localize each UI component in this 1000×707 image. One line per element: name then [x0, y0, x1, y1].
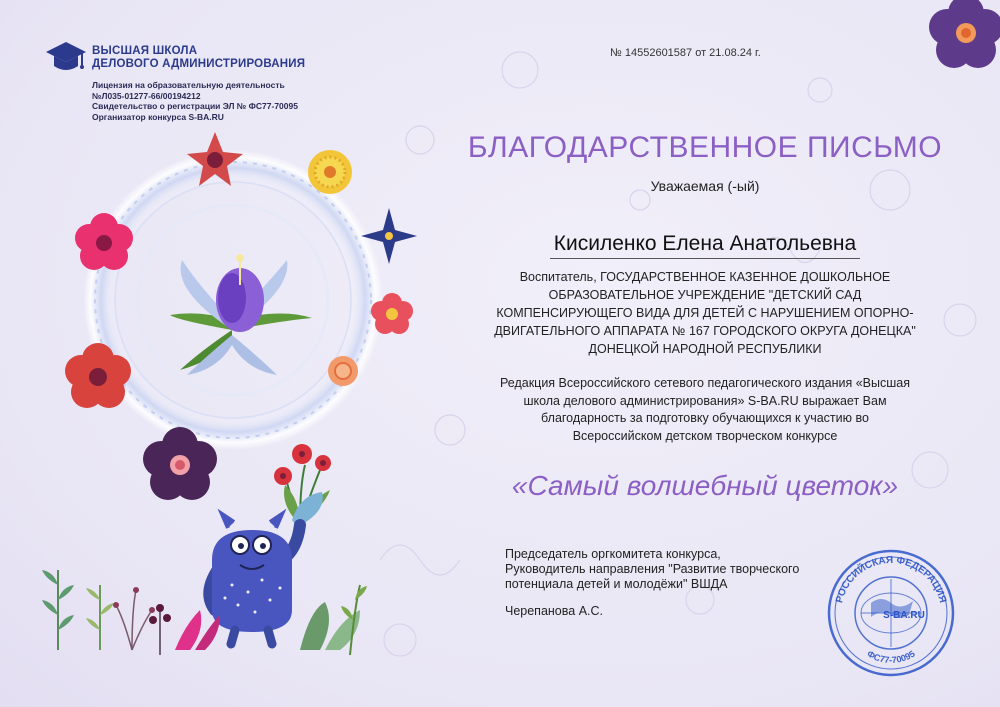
stamp-top-text: РОССИЙСКАЯ ФЕДЕРАЦИЯ	[834, 554, 948, 605]
org-name-line2: ДЕЛОВОГО АДМИНИСТРИРОВАНИЯ	[92, 58, 306, 70]
stamp-center-text: S-BA.RU	[883, 610, 925, 621]
bottom-plants	[42, 570, 367, 655]
greeting: Уважаемая (-ый)	[650, 178, 760, 194]
document-title: БЛАГОДАРСТВЕННОЕ ПИСЬМО	[467, 131, 943, 164]
signature-line2: Руководитель направления "Развитие творческого	[505, 562, 800, 576]
recipient-name: Кисиленко Елена Анатольевна	[550, 232, 860, 259]
registration-text: Свидетельство о регистрации ЭЛ № ФС77-70095	[92, 101, 298, 111]
organizer-text: Организатор конкурса S-BA.RU	[92, 111, 224, 122]
signature-line3: потенциала детей и молодёжи" ВШДА	[505, 577, 728, 591]
signature-block	[505, 547, 845, 592]
contest-name: «Самый волшебный цветок»	[511, 470, 899, 501]
org-name	[92, 45, 322, 71]
flower-corner-purple	[929, 0, 1000, 68]
recipient-block	[500, 232, 910, 259]
license-text: Лицензия на образовательную деятельность	[92, 80, 285, 90]
org-name-line1: ВЫСШАЯ ШКОЛА	[92, 45, 198, 57]
license-number: №Л035-01277-66/00194212	[92, 90, 201, 101]
document-number: № 14552601587 от 21.08.24 г.	[610, 47, 761, 59]
organization-block	[44, 40, 306, 122]
graduation-cap-icon	[44, 40, 88, 76]
signature-line1: Председатель оргкомитета конкурса,	[505, 547, 721, 561]
monster-character	[209, 514, 300, 644]
thanks-text: Редакция Всероссийского сетевого педагогического издания «Высшая школа делового администрирования» S-BA.RU выражает Вам благодарность за подготовку обучающихся к участию во Всероссийском детском творческом конкурсе	[499, 376, 911, 443]
stamp-bottom-text: ФС77-70095	[865, 648, 917, 666]
signer-name: Черепанова А.С.	[505, 604, 603, 618]
recipient-position: Воспитатель, ГОСУДАРСТВЕННОЕ КАЗЕННОЕ ДОШКОЛЬНОЕ ОБРАЗОВАТЕЛЬНОЕ УЧРЕЖДЕНИЕ "ДЕТСКИЙ САД КОМПЕНСИРУЮЩЕГО ВИДА ДЛЯ ДЕТЕЙ С НАРУШЕНИЕМ ОПОРНО-ДВИГАТЕЛЬНОГО АППАРАТА № 167 ГОРОДСКОГО ОКРУГА ДОНЕЦКА" ДОНЕЦКОЙ НАРОДНОЙ РЕСПУБЛИКИ	[494, 270, 916, 356]
flower-orange	[328, 356, 358, 386]
round-stamp	[826, 548, 956, 678]
org-info	[92, 80, 352, 122]
